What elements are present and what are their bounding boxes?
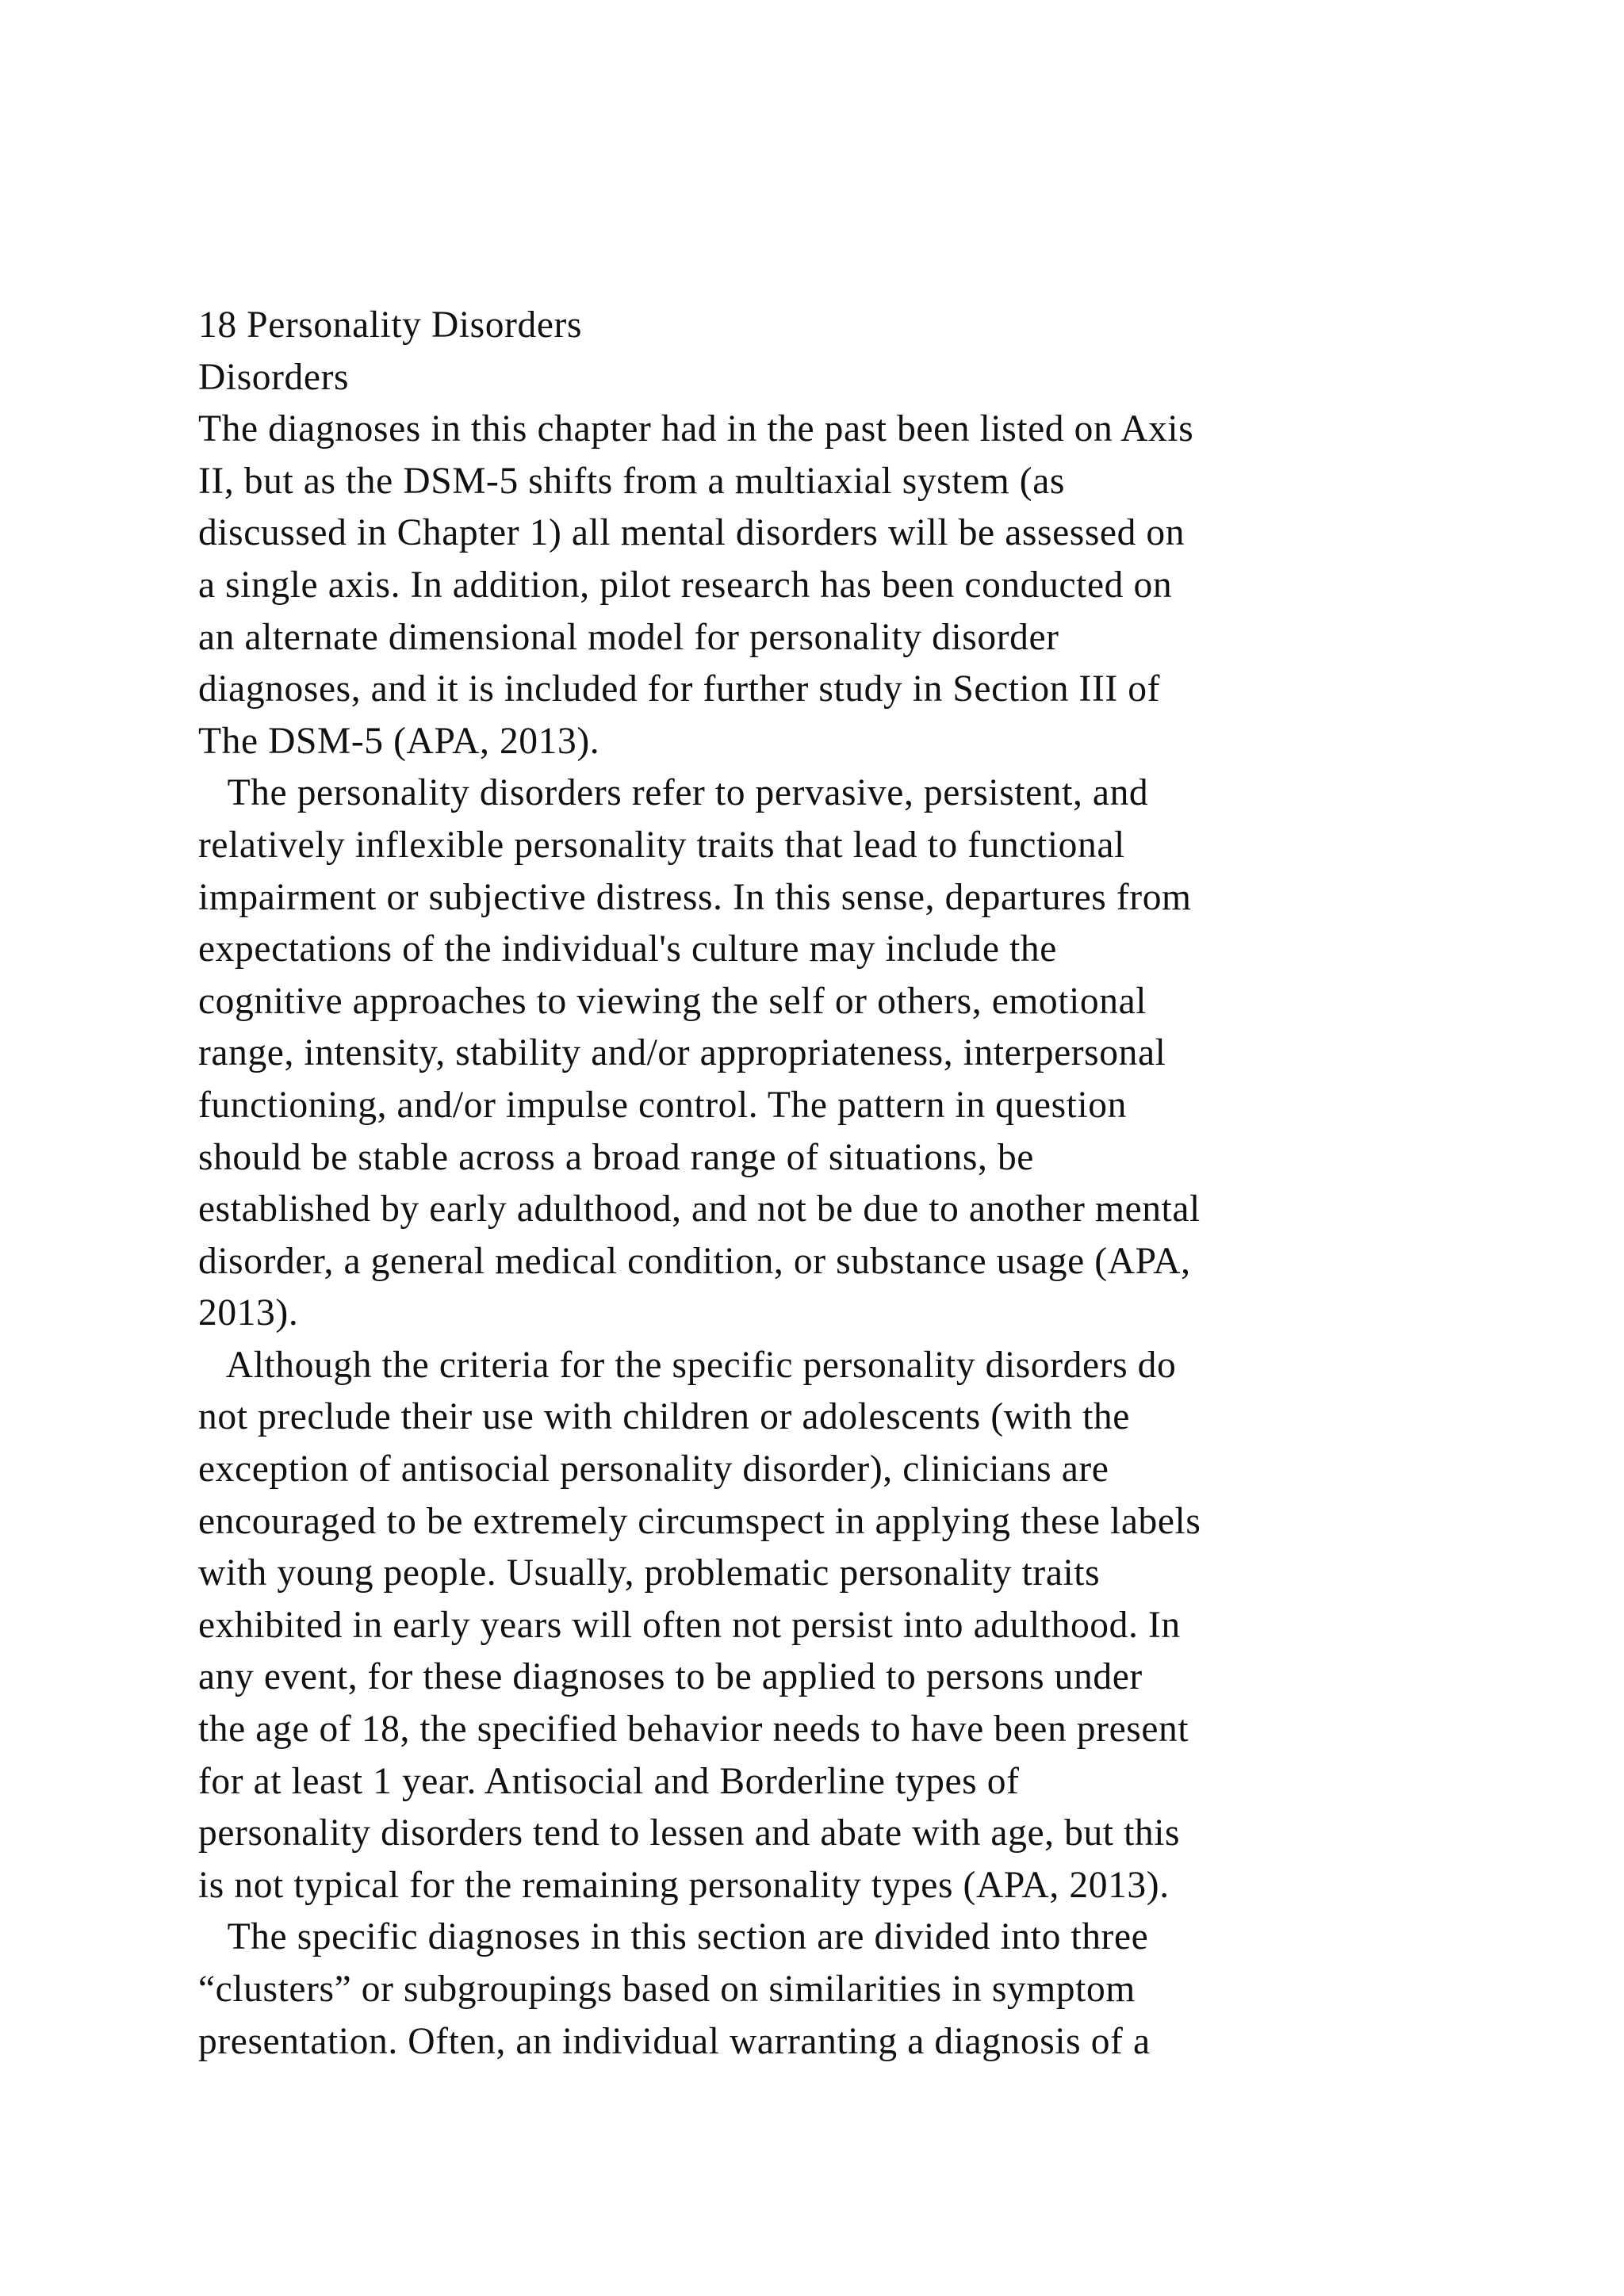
text-line: encouraged to be extremely circumspect in applying these labels [198,1500,1201,1542]
text-line: is not typical for the remaining personality types (APA, 2013). [198,1864,1170,1906]
text-line: The diagnoses in this chapter had in the past been listed on Axis [198,408,1194,450]
text-line: exhibited in early years will often not persist into adulthood. In [198,1604,1181,1646]
text-line: impairment or subjective distress. In this sense, departures from [198,876,1192,918]
text-line: should be stable across a broad range of situations, be [198,1136,1034,1178]
text-line: range, intensity, stability and/or appropriateness, interpersonal [198,1032,1166,1074]
text-line: functioning, and/or impulse control. The pattern in question [198,1084,1127,1126]
text-line: disorder, a general medical condition, or substance usage (APA, [198,1240,1191,1282]
text-line: II, but as the DSM-5 shifts from a multiaxial system (as [198,460,1065,502]
text-line: “clusters” or subgroupings based on similarities in symptom [198,1969,1136,2010]
text-line: expectations of the individual's culture may include the [198,928,1057,970]
text-line: presentation. Often, an individual warranting a diagnosis of a [198,2020,1151,2062]
text-line: with young people. Usually, problematic personality traits [198,1552,1101,1594]
chapter-title: 18 Personality Disorders [198,304,583,346]
text-line: any event, for these diagnoses to be applied to persons under [198,1656,1143,1698]
text-line: Although the criteria for the specific personality disorders do [198,1344,1177,1386]
text-line: 2013). [198,1292,299,1334]
text-line: cognitive approaches to viewing the self or others, emotional [198,980,1147,1022]
text-line: The DSM-5 (APA, 2013). [198,720,600,762]
section-heading: Disorders [198,356,350,398]
text-line: personality disorders tend to lessen and abate with age, but this [198,1812,1181,1854]
text-line: a single axis. In addition, pilot research has been conducted on [198,564,1173,606]
document-text [198,300,1467,2068]
text-line: diagnoses, and it is included for further study in Section III of [198,668,1161,710]
text-line: discussed in Chapter 1) all mental disorders will be assessed on [198,512,1185,554]
text-line: exception of antisocial personality disorder), clinicians are [198,1448,1109,1490]
text-line: the age of 18, the specified behavior needs to have been present [198,1709,1189,1751]
text-line: for at least 1 year. Antisocial and Borderline types of [198,1760,1020,1802]
text-line: established by early adulthood, and not be due to another mental [198,1188,1201,1230]
text-line: an alternate dimensional model for personality disorder [198,616,1059,658]
text-line: The specific diagnoses in this section are divided into three [198,1916,1149,1958]
text-line: The personality disorders refer to pervasive, persistent, and [198,772,1149,814]
text-line: not preclude their use with children or adolescents (with the [198,1396,1130,1438]
text-line: relatively inflexible personality traits that lead to functional [198,824,1125,866]
